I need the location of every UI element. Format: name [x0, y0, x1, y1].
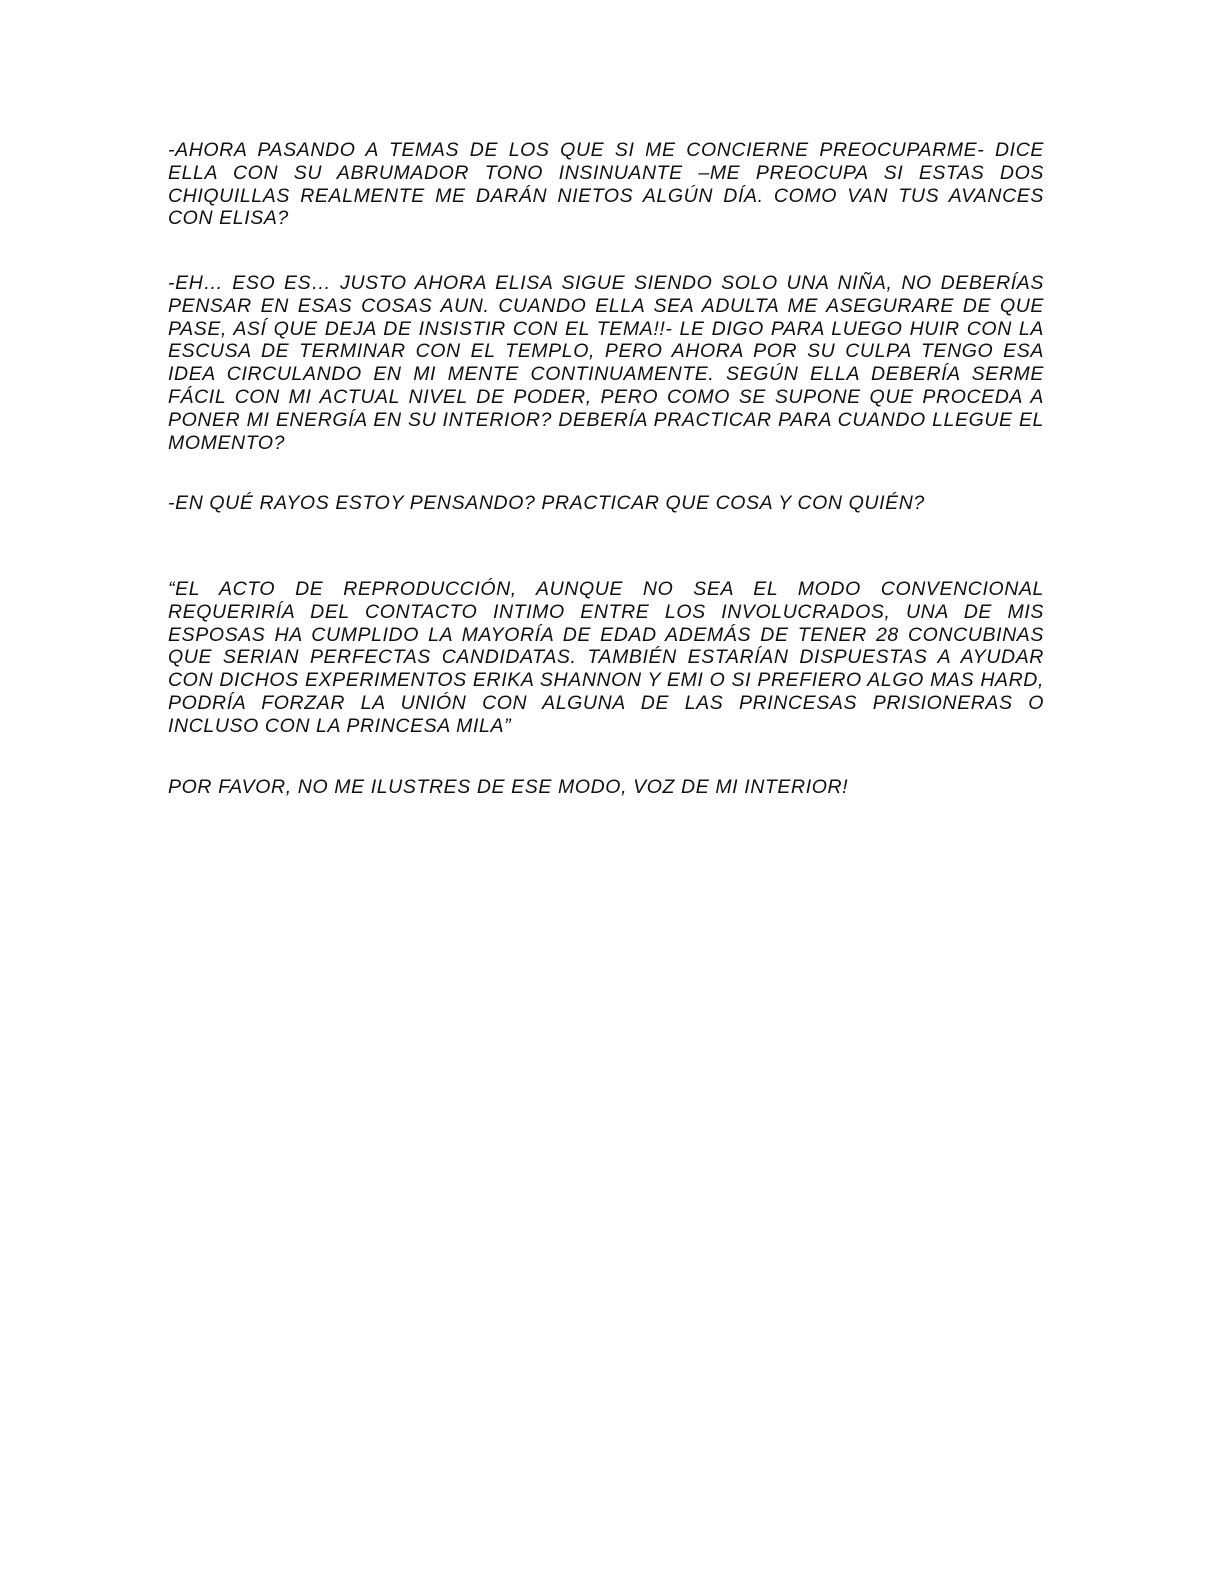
- paragraph: -AHORA PASANDO A TEMAS DE LOS QUE SI ME CONCIERNE PREOCUPARME- DICE ELLA CON SU ABRUMADOR TONO INSINUANTE –ME PREOCUPA SI ESTAS DOS CHIQUILLAS REALMENTE ME DARÁN NIETOS ALGÚN DÍA. COMO VAN TUS AVANCES CON ELISA?: [168, 139, 1044, 230]
- paragraph: POR FAVOR, NO ME ILUSTRES DE ESE MODO, VOZ DE MI INTERIOR!: [168, 776, 849, 798]
- paragraph: -EN QUÉ RAYOS ESTOY PENSANDO? PRACTICAR QUE COSA Y CON QUIÉN?: [168, 492, 925, 514]
- paragraph: “EL ACTO DE REPRODUCCIÓN, AUNQUE NO SEA EL MODO CONVENCIONAL REQUERIRÍA DEL CONTACTO INTIMO ENTRE LOS INVOLUCRADOS, UNA DE MIS ESPOSAS HA CUMPLIDO LA MAYORÍA DE EDAD ADEMÁS DE TENER 28 CONCUBINAS QUE SERIAN PERFECTAS CANDIDATAS. TAMBIÉN ESTARÍAN DISPUESTAS A AYUDAR CON DICHOS EXPERIMENTOS ERIKA SHANNON Y EMI O SI PREFIERO ALGO MAS HARD, PODRÍA FORZAR LA UNIÓN CON ALGUNA DE LAS PRINCESAS PRISIONERAS O INCLUSO CON LA PRINCESA MILA”: [168, 578, 1044, 737]
- paragraph: -EH… ESO ES… JUSTO AHORA ELISA SIGUE SIENDO SOLO UNA NIÑA, NO DEBERÍAS PENSAR EN ESAS COSAS AUN. CUANDO ELLA SEA ADULTA ME ASEGURARE DE QUE PASE, ASÍ QUE DEJA DE INSISTIR CON EL TEMA!!- LE DIGO PARA LUEGO HUIR CON LA ESCUSA DE TERMINAR CON EL TEMPLO, PERO AHORA POR SU CULPA TENGO ESA IDEA CIRCULANDO EN MI MENTE CONTINUAMENTE. SEGÚN ELLA DEBERÍA SERME FÁCIL CON MI ACTUAL NIVEL DE PODER, PERO COMO SE SUPONE QUE PROCEDA A PONER MI ENERGÍA EN SU INTERIOR? DEBERÍA PRACTICAR PARA CUANDO LLEGUE EL MOMENTO?: [168, 272, 1044, 454]
